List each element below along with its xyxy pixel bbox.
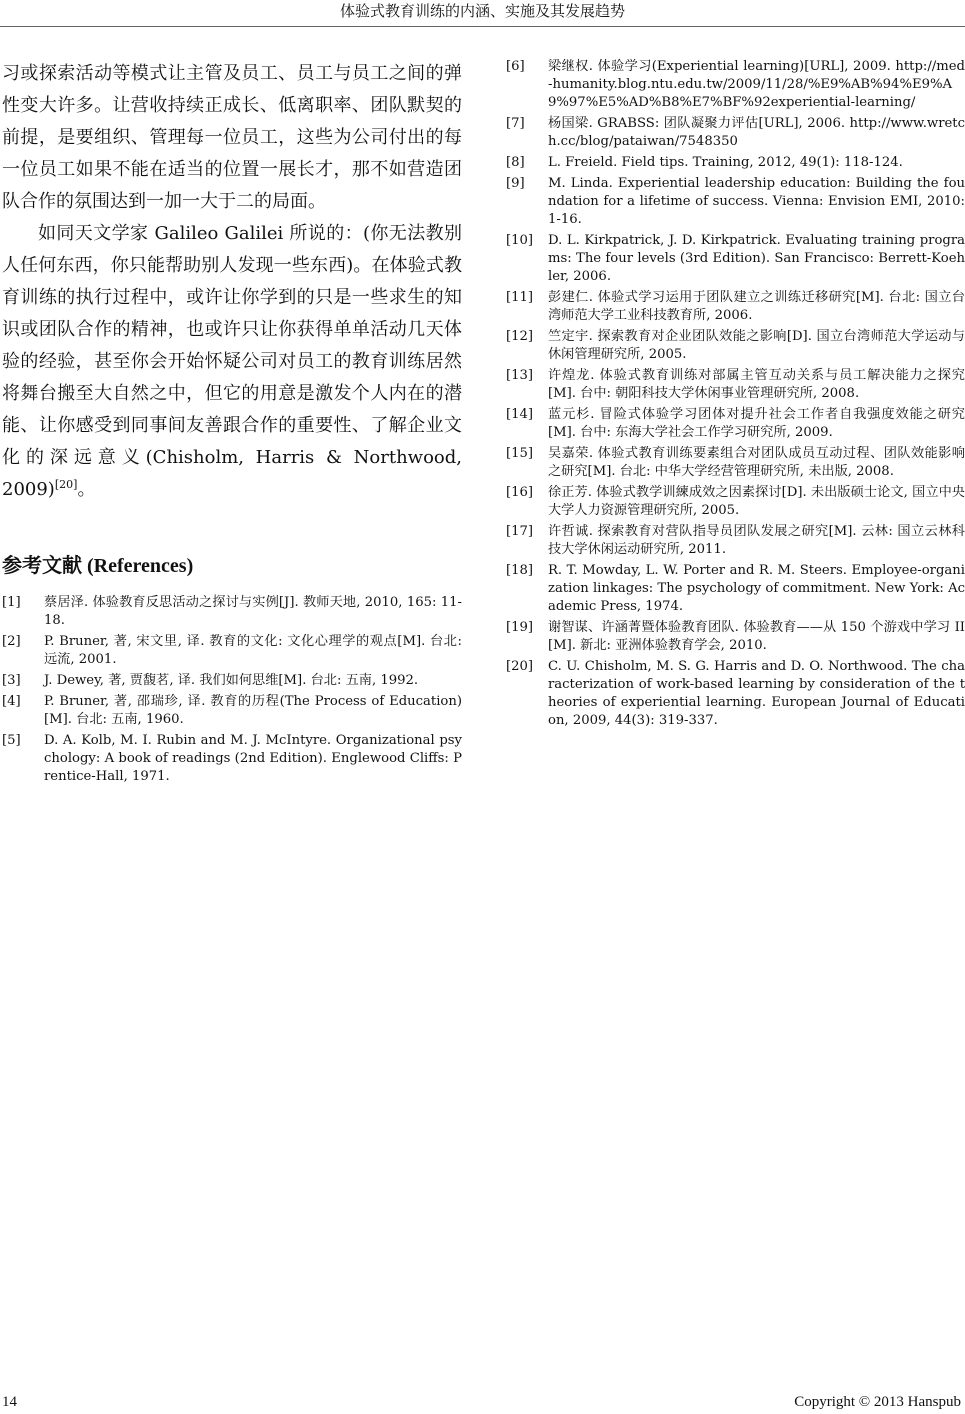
reference-text: 许煌龙. 体验式教育训练对部属主管互动关系与员工解决能力之探究[M]. 台中: 朝阳科技大学休闲事业管理研究所, 2008.	[548, 368, 965, 401]
reference-text: 蔡居泽. 体验教育反思活动之探讨与实例[J]. 教师天地, 2010, 165: 11-18.	[44, 595, 462, 628]
reference-number: [8]	[506, 155, 525, 170]
reference-text: 谢智谋、许涵菁暨体验教育团队. 体验教育——从 150 个游戏中学习 II[M]. 新北: 亚洲体验教育学会, 2010.	[548, 620, 965, 653]
reference-item	[2, 672, 462, 690]
reference-number: [13]	[506, 368, 534, 383]
reference-text: 梁继权. 体验学习(Experiential learning)[URL], 2009. http://med-humanity.blog.ntu.edu.tw/2009/11/28/%E9%AB%94%E9%A9%97%E5%AD%B8%E7%BF%92experiential-learning/	[548, 59, 965, 110]
page-number: 14	[2, 1394, 17, 1410]
reference-item	[2, 693, 462, 729]
reference-text: P. Bruner, 著, 邵瑞珍, 译. 教育的历程(The Process of Education)[M]. 台北: 五南, 1960.	[44, 694, 462, 727]
reference-list-right	[506, 58, 965, 730]
reference-number: [19]	[506, 620, 534, 635]
reference-item	[506, 328, 965, 364]
reference-item	[506, 658, 965, 730]
reference-text: D. L. Kirkpatrick, J. D. Kirkpatrick. Evaluating training programs: The four levels (3rd Edition). San Francisco: Berrett-Koehler, 2006.	[548, 233, 965, 284]
reference-number: [15]	[506, 446, 534, 461]
left-column	[2, 58, 462, 789]
references-heading: 参考文献 (References)	[2, 555, 194, 577]
reference-number: [20]	[506, 659, 534, 674]
reference-text: D. A. Kolb, M. I. Rubin and M. J. McIntyre. Organizational psychology: A book of readings (2nd Edition). Englewood Cliffs: Prentice-Hall, 1971.	[44, 733, 462, 784]
reference-number: [5]	[2, 733, 21, 748]
page-footer	[0, 1394, 965, 1414]
reference-item	[506, 289, 965, 325]
reference-text: 杨国梁. GRABSS: 团队凝聚力评估[URL], 2006. http://www.wretch.cc/blog/pataiwan/7548350	[548, 116, 965, 149]
right-column	[506, 58, 965, 733]
reference-number: [6]	[506, 59, 525, 74]
reference-number: [11]	[506, 290, 534, 305]
reference-item	[506, 523, 965, 559]
reference-item	[506, 406, 965, 442]
reference-item	[506, 154, 965, 172]
reference-item	[506, 445, 965, 481]
reference-number: [12]	[506, 329, 534, 344]
body-paragraph-2	[2, 218, 462, 506]
body-paragraph-2-text: 如同天文学家 Galileo Galilei 所说的：(你无法教别人任何东西，你只能帮助别人发现一些东西)。在体验式教育训练的执行过程中，或许让你学到的只是一些求生的知识或团队合作的精神，也或许只让你获得单单活动几天体验的经验，甚至你会开始怀疑公司对员工的教育训练居然将舞台搬至大自然之中，但它的用意是激发个人内在的潜能、让你感受到同事间友善跟合作的重要性、了解企业文化的深远意义(Chisholm, Harris & Northwood, 2009)	[2, 223, 462, 500]
reference-item	[506, 619, 965, 655]
reference-item	[506, 232, 965, 286]
reference-number: [9]	[506, 176, 525, 191]
reference-text: C. U. Chisholm, M. S. G. Harris and D. O. Northwood. The characterization of work-based learning by consideration of the theories of experiential learning. European Journal of Education, 2009, 44(3): 319-337.	[548, 659, 965, 728]
reference-text: 蓝元杉. 冒险式体验学习团体对提升社会工作者自我强度效能之研究[M]. 台中: 东海大学社会工作学习研究所, 2009.	[548, 407, 965, 440]
reference-number: [18]	[506, 563, 534, 578]
reference-item	[506, 484, 965, 520]
reference-text: 徐正芳. 体验式教学训練成效之因素探讨[D]. 未出版硕士论文, 国立中央大学人力资源管理研究所, 2005.	[548, 485, 965, 518]
reference-number: [1]	[2, 595, 21, 610]
reference-item	[506, 367, 965, 403]
reference-text: 吴嘉荣. 体验式教育训练要素组合对团队成员互动过程、团队效能影响之研究[M]. 台北: 中华大学经营管理研究所, 未出版, 2008.	[548, 446, 965, 479]
reference-item	[506, 562, 965, 616]
body-paragraph-1: 习或探索活动等模式让主管及员工、员工与员工之间的弹性变大许多。让营收持续正成长、低离职率、团队默契的前提，是要组织、管理每一位员工，这些为公司付出的每一位员工如果不能在适当的位置一展长才，那不如营造团队合作的氛围达到一加一大于二的局面。	[2, 63, 462, 212]
reference-text: P. Bruner, 著, 宋文里, 译. 教育的文化: 文化心理学的观点[M]. 台北: 远流, 2001.	[44, 634, 462, 667]
running-header	[0, 0, 965, 27]
body-paragraph-2-end: 。	[77, 479, 96, 500]
reference-text: J. Dewey, 著, 贾馥茗, 译. 我们如何思维[M]. 台北: 五南, 1992.	[44, 673, 419, 688]
reference-number: [3]	[2, 673, 21, 688]
reference-item	[2, 594, 462, 630]
reference-text: R. T. Mowday, L. W. Porter and R. M. Steers. Employee-organization linkages: The psychology of commitment. New York: Academic Press, 1974.	[548, 563, 965, 614]
reference-text: 竺定宇. 探索教育对企业团队效能之影响[D]. 国立台湾师范大学运动与休闲管理研究所, 2005.	[548, 329, 965, 362]
reference-number: [14]	[506, 407, 534, 422]
reference-item	[506, 175, 965, 229]
reference-item	[2, 633, 462, 669]
reference-text: 许哲诚. 探索教育对营队指导员团队发展之研究[M]. 云林: 国立云林科技大学休闲运动研究所, 2011.	[548, 524, 965, 557]
reference-text: 彭建仁. 体验式学习运用于团队建立之训练迁移研究[M]. 台北: 国立台湾师范大学工业科技教育所, 2006.	[548, 290, 965, 323]
reference-number: [2]	[2, 634, 21, 649]
reference-text: M. Linda. Experiential leadership education: Building the foundation for a lifetime of success. Vienna: Envision EMI, 2010: 1-16.	[548, 176, 965, 227]
reference-item	[2, 732, 462, 786]
reference-number: [17]	[506, 524, 534, 539]
reference-item	[506, 58, 965, 112]
citation-superscript[interactable]: [20]	[54, 478, 78, 491]
reference-number: [10]	[506, 233, 534, 248]
reference-number: [7]	[506, 116, 525, 131]
reference-text: L. Freield. Field tips. Training, 2012, 49(1): 118-124.	[548, 155, 903, 170]
reference-number: [16]	[506, 485, 534, 500]
reference-item	[506, 115, 965, 151]
copyright-notice: Copyright © 2013 Hanspub	[794, 1394, 961, 1410]
reference-number: [4]	[2, 694, 21, 709]
running-header-title: 体验式教育训练的内涵、实施及其发展趋势	[339, 2, 625, 20]
reference-list-left	[2, 594, 462, 786]
